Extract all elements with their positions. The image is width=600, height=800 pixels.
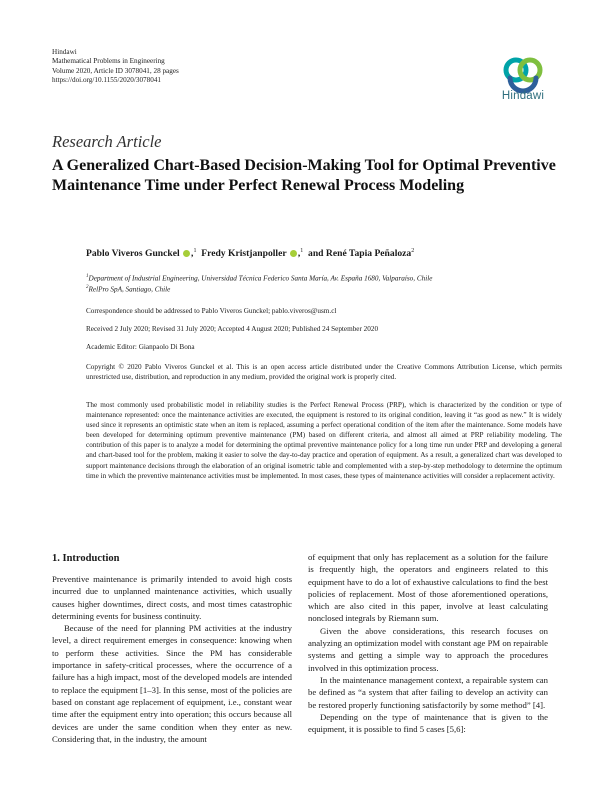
doi-link[interactable]: https://doi.org/10.1155/2020/3078041 <box>52 76 162 85</box>
author-affiliation-mark: 2 <box>411 248 415 254</box>
paragraph: of equipment that only has replacement as a solution for the failure is frequently high, the operators and engineers related to this equipment have to do a lot of exhaustive calculations to find the best policies of replacement. Most of those aforementioned operations, which are also cited in this paper, involve at least calculating nonclosed integrals by Riemann sum. <box>308 552 548 624</box>
publisher-name: Hindawi <box>52 48 77 56</box>
affiliations <box>86 272 556 295</box>
author-list: Pablo Viveros Gunckel ,$^1$ Fredy Kristjanpoller ,$^1$ and René Tapia Peñaloza$^2$ <box>86 248 415 260</box>
copyright-notice: Copyright © 2020 Pablo Viveros Gunckel et al. This is an open access article distributed under the Creative Commons Attribution License, which permits unrestricted use, distribution, and reproduction in any medium, provided the original work is properly cited. <box>86 363 562 381</box>
affiliation-line: $^2$RelPro SpA, Santiago, Chile <box>86 285 171 294</box>
section-heading: 1. Introduction <box>52 553 120 564</box>
author-name[interactable]: René Tapia Peñaloza <box>325 248 412 260</box>
paper-title: A Generalized Chart-Based Decision-Making Tool for Optimal Preventive Maintenance Time under Perfect Renewal Process Modeling <box>52 157 556 194</box>
paragraph: Given the above considerations, this research focuses on analyzing an optimization model with constant age PM on repairable systems and getting a simple way to approach the procedures involved in this optimization process. <box>308 625 548 673</box>
abstract: The most commonly used probabilistic model in reliability studies is the Perfect Renewal Process (PRP), which is characterized by the condition or type of maintenance represented: once the maintenance activities are executed, the equipment is restored to its original condition, leaving it “as good as new.” It is widely used since it represents an optimistic state when an item is replaced, assuming a perfect operational condition of the item after the maintenance. Some models have been developed for determining optimum preventive maintenance (PM) based on different criteria, and almost all aimed at PRP reliability modeling. The contribution of this paper is to analyze a model for determining the optimal preventive maintenance policy for a long time run under PRP and developing a general and chart-based tool for the problem, making it easier to solve the day-to-day practice and operation of equipment. As a result, a generalized chart was developed to support maintenance decisions through the elaboration of an original isometric table and complemented with a step-by-step methodology to determine the optimum time in which the preventive maintenance activities must be implemented. In most cases, these types of maintenance activities will consider a replacement activity. <box>86 401 562 480</box>
article-type: Research Article <box>52 132 162 151</box>
logo-wordmark: Hindawi <box>501 90 545 102</box>
academic-editor: Academic Editor: Gianpaolo Di Bona <box>86 343 195 351</box>
correspondence: Correspondence should be addressed to Pablo Viveros Gunckel; pablo.viveros@usm.cl <box>86 307 337 315</box>
paragraph: Because of the need for planning PM activities at the industry level, a direct requirement emerges in consequence: knowing when to perform these activities. Since the PM has considerable importance in safety-critical processes, where the occurrence of a failure has a high impact, most of the developed models are intended to replace the equipment [1–3]. In this sense, most of the policies are based on constant age replacement of equipment, i.e., constant wear time after the equipment entry into operation; this occurs because all devices are under the same condition when they enter as new. Considering that, in the industry, the amount <box>52 623 292 744</box>
orcid-icon[interactable] <box>290 250 297 257</box>
author-affiliation-mark: 1 <box>300 248 304 254</box>
paragraph: Depending on the type of maintenance that is given to the equipment, it is possible to find 5 cases [5,6]: <box>308 711 548 735</box>
publication-dates: Received 2 July 2020; Revised 31 July 2020; Accepted 4 August 2020; Published 24 September 2020 <box>86 325 379 333</box>
journal-name: Mathematical Problems in Engineering <box>52 57 165 66</box>
orcid-icon[interactable] <box>183 250 190 257</box>
journal-header <box>52 48 179 86</box>
right-column <box>308 551 548 735</box>
paragraph: In the maintenance management context, a repairable system can be defined as “a system that after failing to develop an activity can be restored properly functioning satisfactorily by some method” [4]. <box>308 674 548 710</box>
paragraph: Preventive maintenance is primarily intended to avoid high costs incurred due to unplanned maintenance activities, which usually causes higher downtimes, direct costs, and most times catastrophic determining events for business continuity. <box>52 574 292 621</box>
author-affiliation-mark: 1 <box>193 248 197 254</box>
author-name[interactable]: Fredy Kristjanpoller <box>201 248 287 260</box>
left-column <box>52 573 292 745</box>
affiliation-line: $^1$Department of Industrial Engineering, Universidad Técnica Federico Santa María, Av. España 1680, Valparaíso, Chile <box>86 274 433 283</box>
volume-info: Volume 2020, Article ID 3078041, 28 pages <box>52 66 179 75</box>
author-name[interactable]: Pablo Viveros Gunckel <box>86 248 180 260</box>
author-conjunction: and <box>308 248 324 260</box>
